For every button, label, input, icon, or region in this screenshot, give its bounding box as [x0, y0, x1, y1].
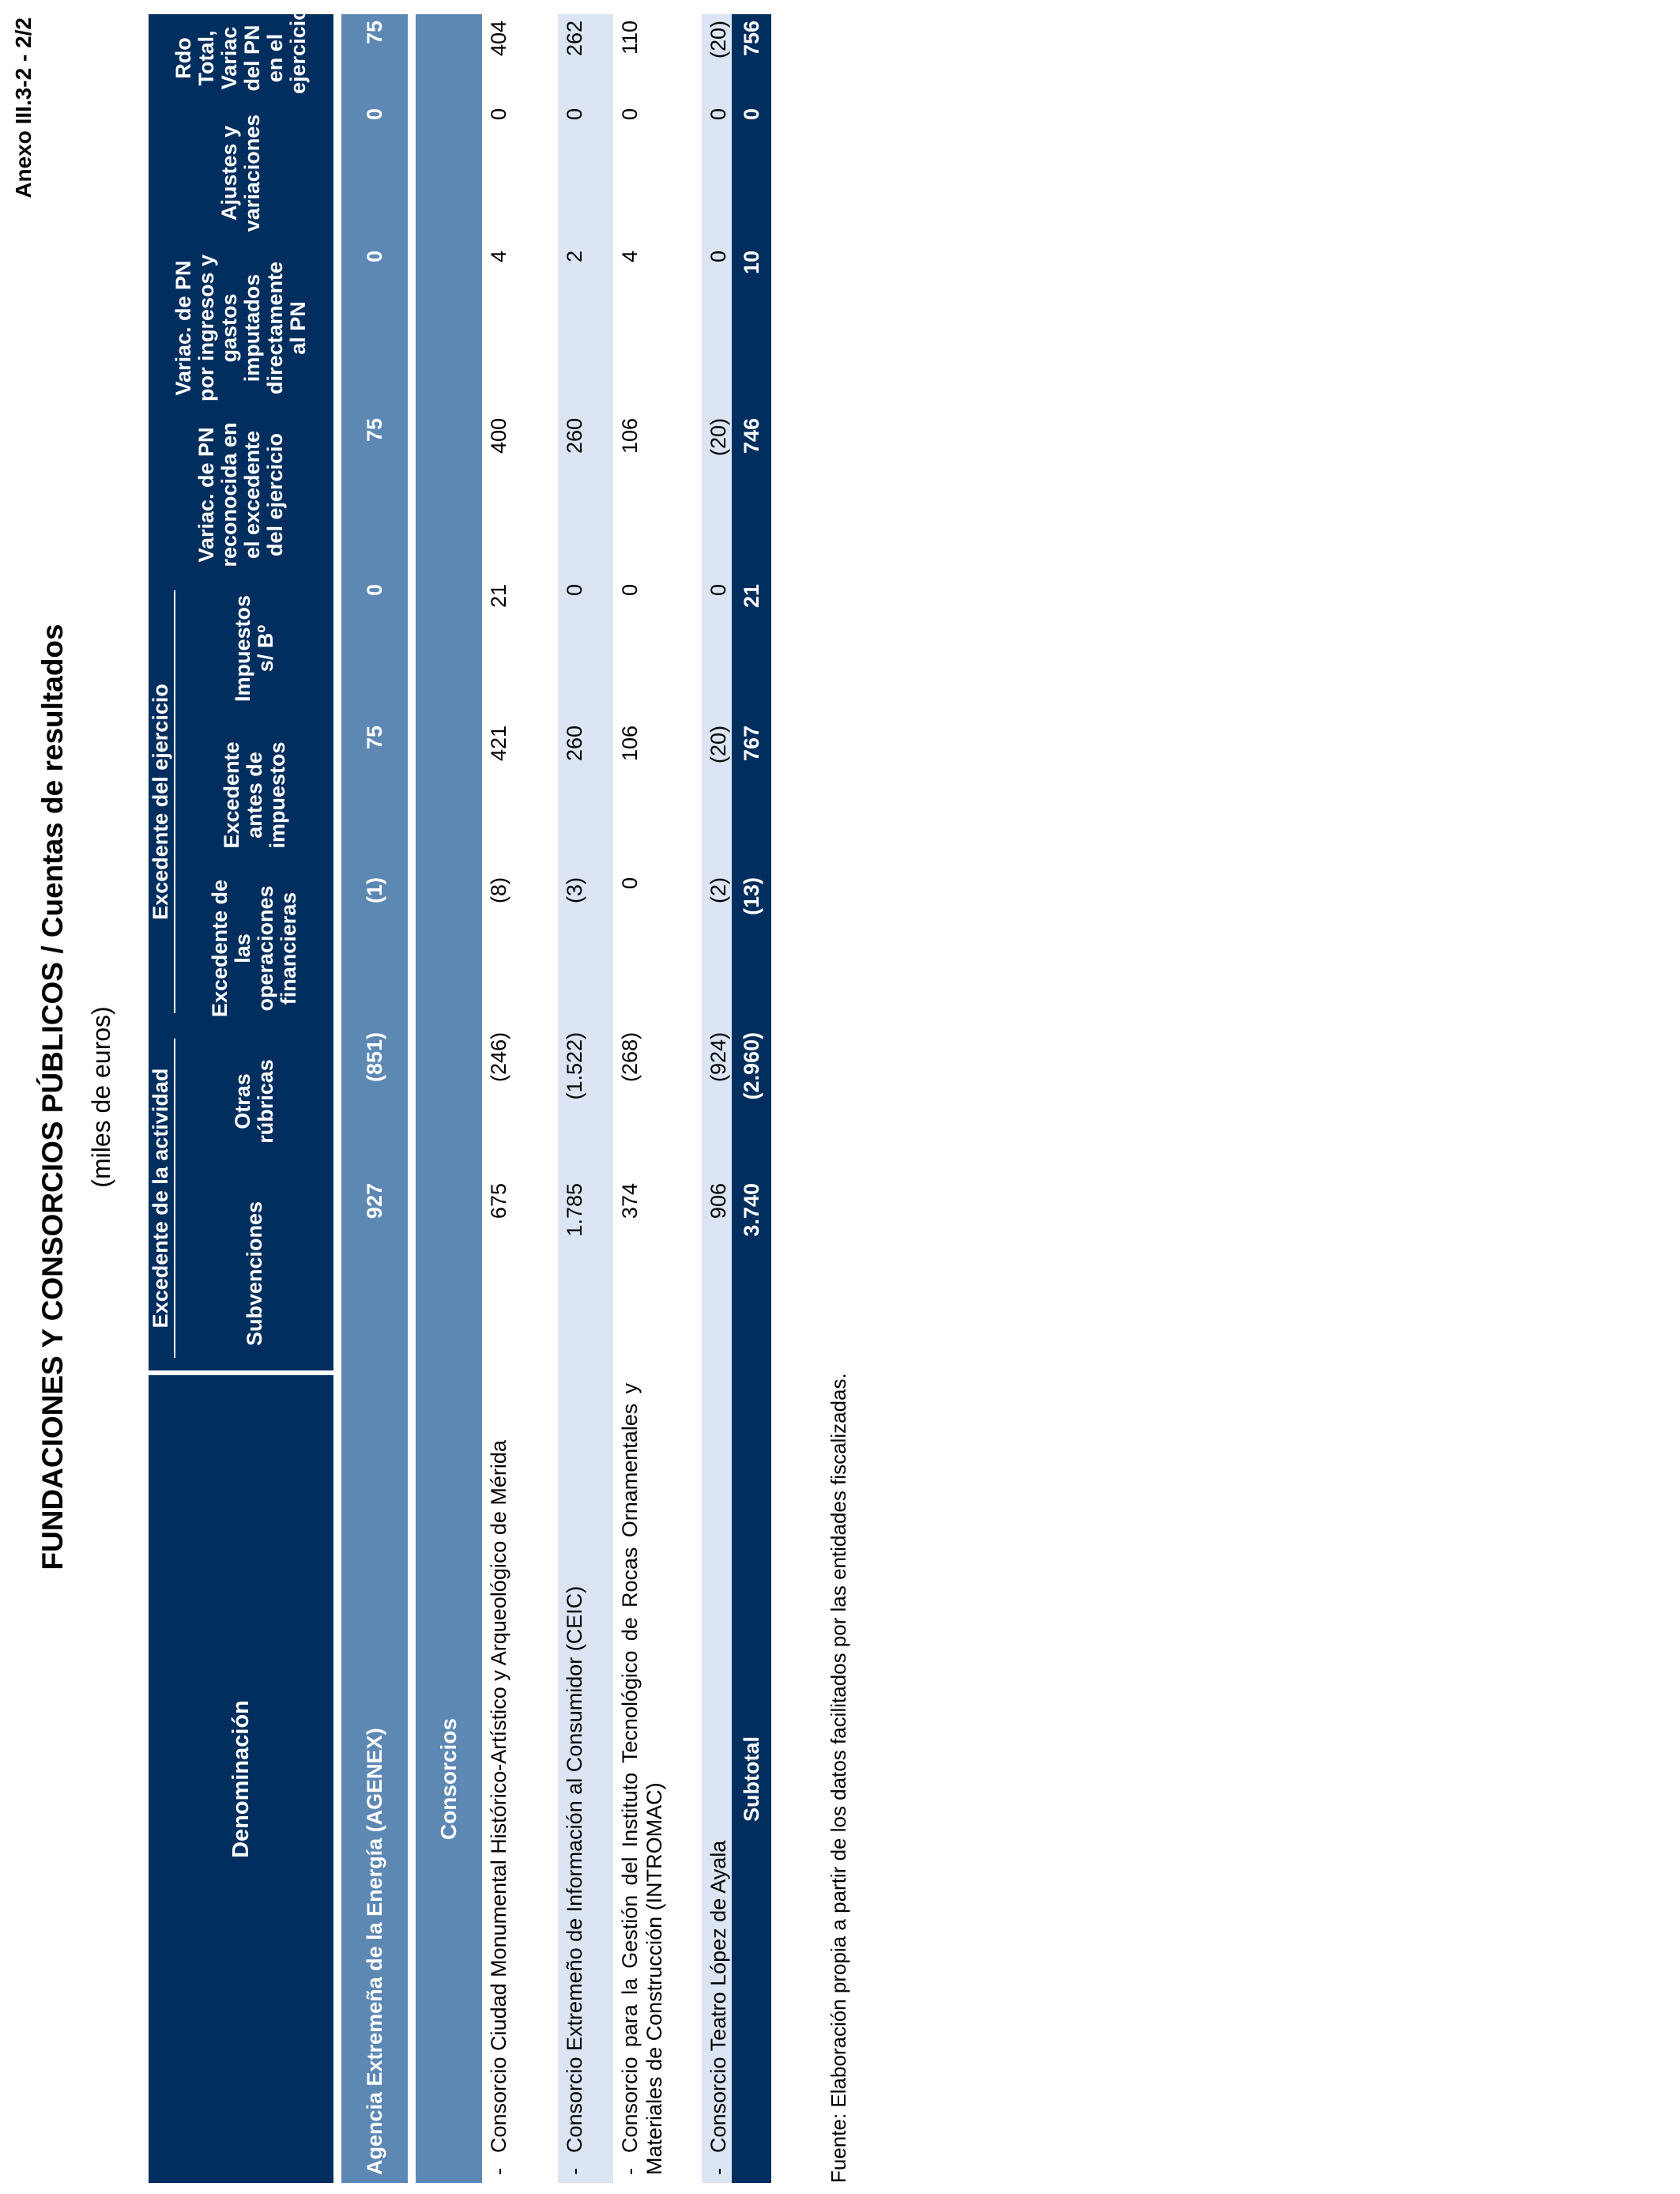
cell-rdo-total: 110 [613, 14, 702, 102]
cell-excedente-financieras: (2) [702, 871, 732, 1026]
cell-variac-imputados: 0 [341, 244, 408, 412]
subtotal-row [732, 14, 771, 2183]
header-variac-reconocida: Variac. de PN reconocida en el excedente del ejercicio [149, 412, 333, 578]
header-denominacion: Denominación [149, 1375, 333, 2183]
header-variac-imputados: Variac. de PN por ingresos y gastos imputados directamente al PN [149, 244, 333, 412]
cell-otras-rubricas: (246) [482, 1026, 558, 1177]
header-group-actividad: Excedente de la actividad [149, 1026, 175, 1370]
cell-variac-imputados: 0 [702, 244, 732, 412]
row-label: -Consorcio para la Gestión del Instituto Tecnológico de Rocas Ornamentales y Materiales de Construcción (INTROMAC) [613, 1375, 702, 2183]
table-row [558, 14, 613, 2183]
annex-label: Anexo III.3-2 - 2/2 [11, 17, 36, 198]
cell-variac-imputados: 10 [732, 244, 771, 412]
subtotal-label: Subtotal [732, 1375, 771, 2183]
page-title: FUNDACIONES Y CONSORCIOS PÚBLICOS / Cuentas de resultados [36, 624, 69, 1570]
row-label: -Consorcio Ciudad Monumental Histórico-Artístico y Arqueológico de Mérida [482, 1375, 558, 2183]
cell-subvenciones: 374 [613, 1177, 702, 1370]
header-ajustes: Ajustes y variaciones [149, 102, 333, 244]
cell-excedente-financieras: 0 [613, 871, 702, 1026]
cell-excedente-antes: 106 [613, 719, 702, 871]
header-group-ejercicio: Excedente del ejercicio [149, 578, 175, 1026]
header-excedente-antes: Excedente antes de impuestos [175, 719, 333, 871]
cell-impuestos: 0 [702, 578, 732, 719]
cell-rdo-total: (20) [702, 14, 732, 102]
cell-rdo-total: 262 [558, 14, 613, 102]
cell-excedente-financieras: (13) [732, 871, 771, 1026]
cell-rdo-total: 75 [341, 14, 408, 102]
cell-impuestos: 0 [558, 578, 613, 719]
page-subtitle: (miles de euros) [87, 1006, 115, 1188]
row-label: Agencia Extremeña de la Energía (AGENEX) [341, 1375, 408, 2183]
section-consorcios [416, 14, 482, 2183]
header-subvenciones: Subvenciones [175, 1177, 333, 1370]
cell-otras-rubricas: (851) [341, 1026, 408, 1177]
cell-ajustes: 0 [613, 102, 702, 244]
cell-impuestos: 21 [732, 578, 771, 719]
cell-ajustes: 0 [702, 102, 732, 244]
cell-subvenciones: 1.785 [558, 1177, 613, 1370]
cell-variac-imputados: 4 [482, 244, 558, 412]
cell-variac-reconocida: 400 [482, 412, 558, 578]
cell-subvenciones: 927 [341, 1177, 408, 1370]
cell-excedente-antes: 260 [558, 719, 613, 871]
cell-subvenciones: 675 [482, 1177, 558, 1370]
cell-variac-reconocida: 260 [558, 412, 613, 578]
cell-variac-imputados: 2 [558, 244, 613, 412]
section-label: Consorcios [416, 1375, 482, 2183]
cell-ajustes: 0 [341, 102, 408, 244]
cell-excedente-financieras: (1) [341, 871, 408, 1026]
cell-impuestos: 21 [482, 578, 558, 719]
cell-variac-imputados: 4 [613, 244, 702, 412]
cell-excedente-antes: 421 [482, 719, 558, 871]
cell-variac-reconocida: 746 [732, 412, 771, 578]
header-rdo-total: Rdo Total, Variac del PN en el ejercicio [149, 14, 333, 102]
cell-subvenciones: 3.740 [732, 1177, 771, 1370]
row-label: -Consorcio Teatro López de Ayala [702, 1375, 732, 2183]
header-impuestos: Impuestos s/ Bº [175, 578, 333, 719]
cell-rdo-total: 404 [482, 14, 558, 102]
cell-ajustes: 0 [482, 102, 558, 244]
header-excedente-financieras: Excedente de las operaciones financieras [175, 871, 333, 1026]
cell-subvenciones: 906 [702, 1177, 732, 1370]
table-row [613, 14, 702, 2183]
cell-excedente-antes: (20) [702, 719, 732, 871]
row-label: -Consorcio Extremeño de Información al Consumidor (CEIC) [558, 1375, 613, 2183]
cell-otras-rubricas: (2.960) [732, 1026, 771, 1177]
header-gap [149, 1370, 333, 1375]
cell-rdo-total: 756 [732, 14, 771, 102]
table-row [702, 14, 732, 2183]
results-table [148, 7, 771, 2183]
header-otras-rubricas: Otras rúbricas [175, 1026, 333, 1177]
cell-ajustes: 0 [732, 102, 771, 244]
cell-excedente-antes: 767 [732, 719, 771, 871]
cell-ajustes: 0 [558, 102, 613, 244]
cell-otras-rubricas: (268) [613, 1026, 702, 1177]
cell-excedente-antes: 75 [341, 719, 408, 871]
cell-otras-rubricas: (1.522) [558, 1026, 613, 1177]
cell-variac-reconocida: 106 [613, 412, 702, 578]
cell-variac-reconocida: (20) [702, 412, 732, 578]
cell-excedente-financieras: (8) [482, 871, 558, 1026]
cell-impuestos: 0 [613, 578, 702, 719]
cell-otras-rubricas: (924) [702, 1026, 732, 1177]
table-row [482, 14, 558, 2183]
table-row-agenex [341, 14, 408, 2183]
cell-excedente-financieras: (3) [558, 871, 613, 1026]
cell-impuestos: 0 [341, 578, 408, 719]
cell-variac-reconocida: 75 [341, 412, 408, 578]
source-note: Fuente: Elaboración propia a partir de los datos facilitados por las entidades fiscalizadas. [827, 1373, 850, 2183]
